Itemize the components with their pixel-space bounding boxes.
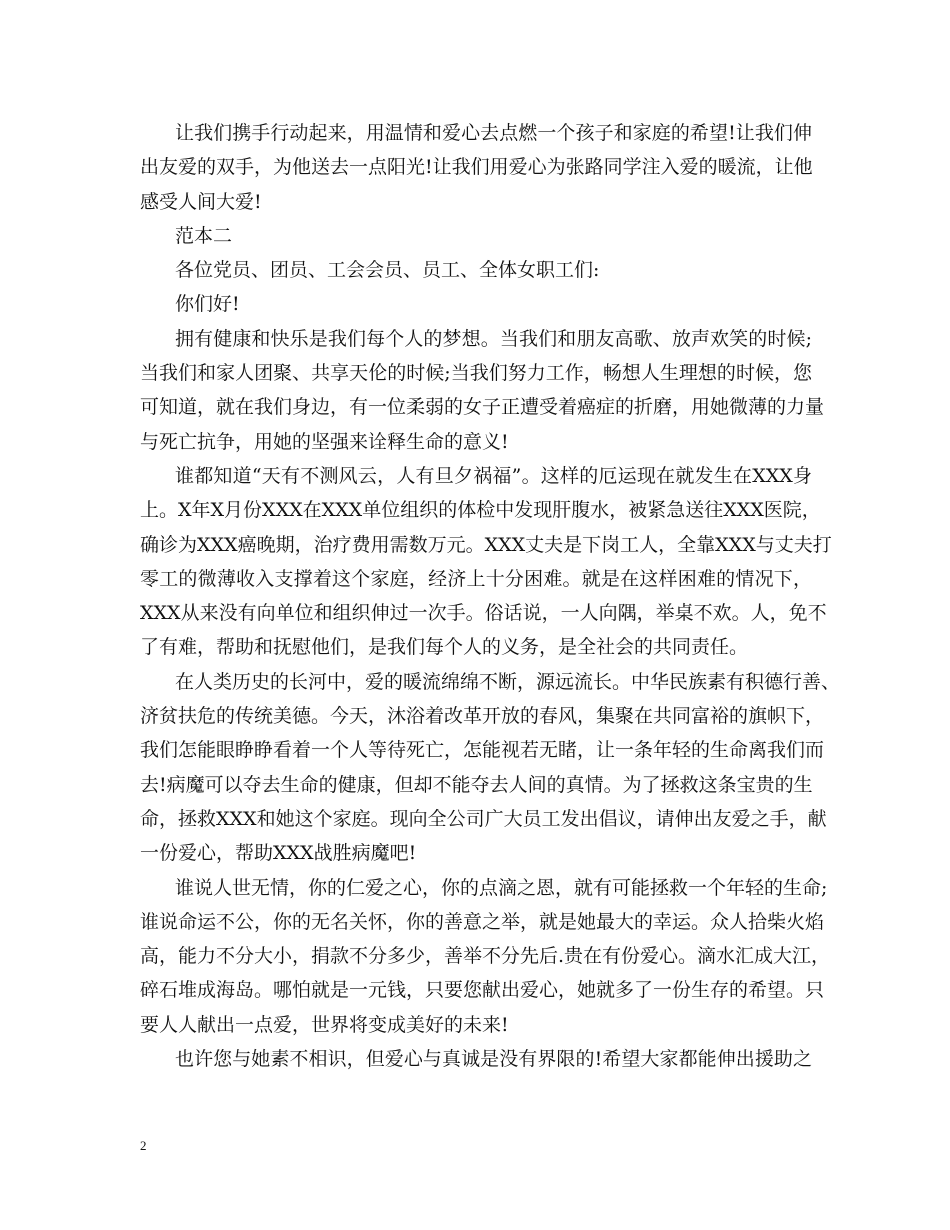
- text-line: 感受人间大爱!: [140, 190, 262, 213]
- text-line: 确诊为XXX癌晚期，治疗费用需数万元。XXX丈夫是下岗工人，全靠XXX与丈夫打: [140, 533, 832, 556]
- text-line: 让我们携手行动起来，用温情和爱心去点燃一个孩子和家庭的希望!让我们伸: [175, 122, 812, 144]
- text-line: 命，拯救XXX和她这个家庭。现向全公司广大员工发出倡议，请伸出友爱之手，献: [140, 807, 827, 830]
- text-line: 高，能力不分大小，捐款不分多少，善举不分先后.贵在有份爱心。滴水汇成大江，: [140, 945, 831, 968]
- document-body: [140, 116, 841, 1076]
- text-line: 拥有健康和快乐是我们每个人的梦想。当我们和朋友高歌、放声欢笑的时候;: [175, 327, 812, 350]
- text-line: 范本二: [175, 224, 233, 247]
- text-line: 去!病魔可以夺去生命的健康，但却不能夺去人间的真情。为了拯救这条宝贵的生: [140, 773, 813, 796]
- text-line: 谁说命运不公，你的无名关怀，你的善意之举，就是她最大的幸运。众人拾柴火焰: [140, 910, 825, 933]
- text-line: 谁都知道“天有不测风云，人有旦夕祸福”。这样的厄运现在就发生在XXX身: [175, 464, 812, 487]
- text-line: 了有难，帮助和抚慰他们，是我们每个人的义务，是全社会的共同责任。: [140, 636, 749, 659]
- text-line: 可知道，就在我们身边，有一位柔弱的女子正遭受着癌症的折磨，用她微薄的力量: [140, 396, 825, 419]
- text-line: XXX从来没有向单位和组织伸过一次手。俗话说，一人向隅，举桌不欢。人，免不: [140, 602, 827, 625]
- text-line: 在人类历史的长河中，爱的暖流绵绵不断，源远流长。中华民族素有积德行善、: [175, 670, 841, 693]
- text-line: 谁说人世无情，你的仁爱之心，你的点滴之恩，就有可能拯救一个年轻的生命;: [175, 876, 828, 899]
- text-line: 出友爱的双手，为他送去一点阳光!让我们用爱心为张路同学注入爱的暖流，让他: [140, 156, 813, 179]
- page-number: 2: [140, 1138, 147, 1153]
- text-line: 济贫扶危的传统美德。今天，沐浴着改革开放的春风，集聚在共同富裕的旗帜下，: [140, 705, 825, 728]
- text-line: 当我们和家人团聚、共享天伦的时候;当我们努力工作，畅想人生理想的时候，您: [140, 362, 812, 385]
- text-line: 上。X年X月份XXX在XXX单位组织的体检中发现肝腹水，被紧急送往XXX医院，: [140, 499, 821, 522]
- text-line: 我们怎能眼睁睁看着一个人等待死亡，怎能视若无睹，让一条年轻的生命离我们而: [140, 739, 825, 762]
- text-line: 一份爱心，帮助XXX战胜病魔吧!: [140, 842, 417, 865]
- text-line: 也许您与她素不相识，但爱心与真诚是没有界限的!希望大家都能伸出援助之: [175, 1048, 812, 1071]
- text-line: 各位党员、团员、工会会员、员工、全体女职工们:: [175, 259, 600, 282]
- text-line: 你们好!: [175, 293, 240, 316]
- text-line: 零工的微薄收入支撑着这个家庭，经济上十分困难。就是在这样困难的情况下，: [140, 567, 812, 590]
- text-line: 要人人献出一点爱，世界将变成美好的未来!: [140, 1013, 509, 1036]
- text-line: 与死亡抗争，用她的坚强来诠释生命的意义!: [140, 430, 509, 453]
- text-line: 碎石堆成海岛。哪怕就是一元钱，只要您献出爱心，她就多了一份生存的希望。只: [140, 979, 825, 1002]
